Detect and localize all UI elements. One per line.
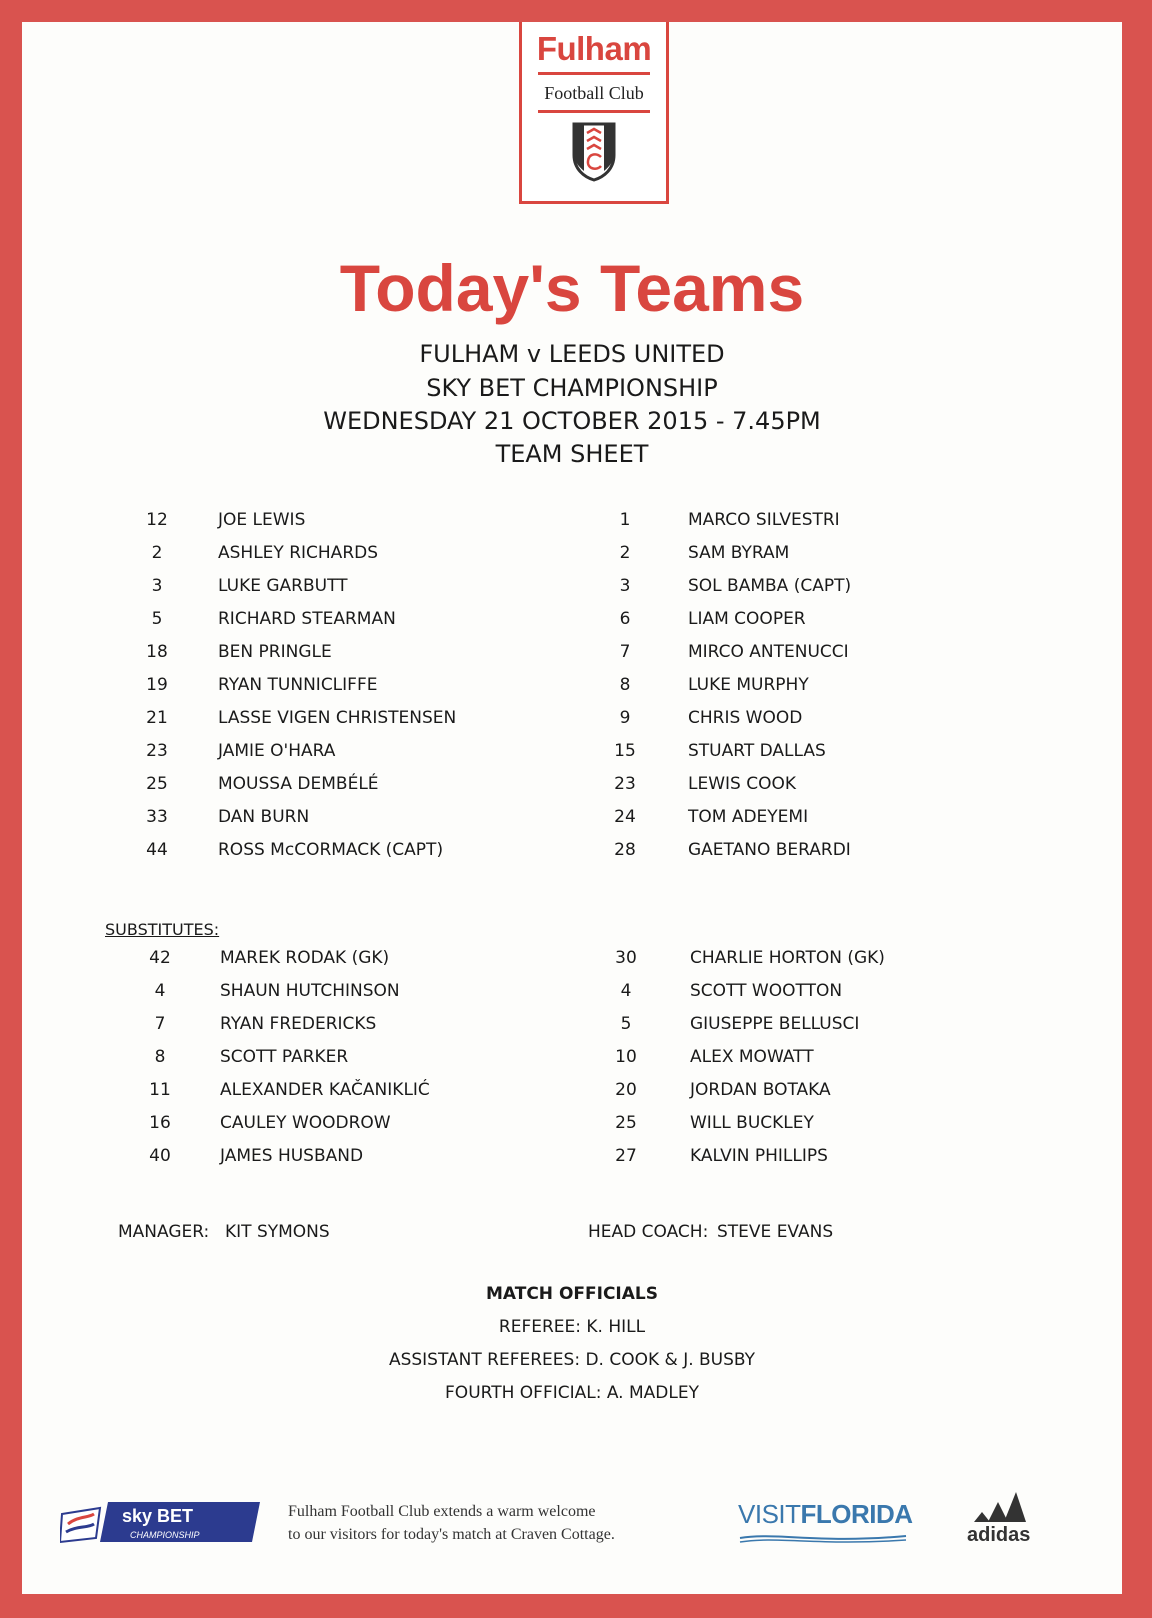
shirt-number: 44: [146, 840, 168, 860]
shirt-number: 16: [149, 1113, 171, 1133]
adidas-stripes-icon: [972, 1490, 1026, 1522]
shirt-number: 8: [619, 675, 631, 695]
shirt-number: 4: [620, 981, 632, 1001]
player-name: LUKE MURPHY: [688, 675, 809, 695]
player-name: JAMES HUSBAND: [220, 1146, 364, 1166]
shirt-number: 30: [615, 948, 637, 968]
player-name: LUKE GARBUTT: [218, 576, 348, 596]
shirt-number: 8: [154, 1047, 166, 1067]
adidas-wordmark: adidas: [967, 1524, 1031, 1546]
player-name: CAULEY WOODROW: [220, 1113, 391, 1133]
player-name: JORDAN BOTAKA: [690, 1080, 831, 1100]
shirt-number: 23: [614, 774, 636, 794]
team-sheet-line: TEAM SHEET: [495, 440, 649, 468]
away-coach-name: STEVE EVANS: [717, 1222, 834, 1242]
club-crest: [519, 22, 669, 204]
match-officials-title: MATCH OFFICIALS: [485, 1284, 658, 1304]
visit-florida-wave: [738, 1532, 908, 1546]
shirt-number: 25: [146, 774, 168, 794]
shirt-number: 18: [146, 642, 168, 662]
player-name: JAMIE O'HARA: [218, 741, 336, 761]
visit-florida-logo: [738, 1499, 913, 1530]
shirt-number: 20: [615, 1080, 637, 1100]
shirt-number: 11: [149, 1080, 171, 1100]
fourth-official-line: FOURTH OFFICIAL: A. MADLEY: [445, 1383, 699, 1403]
player-name: ALEXANDER KAČANIKLIĆ: [220, 1080, 430, 1100]
shirt-number: 7: [619, 642, 631, 662]
player-name: GAETANO BERARDI: [688, 840, 851, 860]
shirt-number: 5: [151, 609, 163, 629]
shirt-number: 28: [614, 840, 636, 860]
home-manager-name: KIT SYMONS: [225, 1222, 330, 1242]
crest-title: Fulham: [536, 30, 652, 67]
shirt-number: 12: [146, 510, 168, 530]
shirt-number: 21: [146, 708, 168, 728]
player-name: RICHARD STEARMAN: [218, 609, 396, 629]
shirt-number: 5: [620, 1014, 632, 1034]
shirt-number: 33: [146, 807, 168, 827]
crest-rule-lower: [538, 110, 650, 113]
substitutes-label: SUBSTITUTES:: [105, 920, 220, 939]
competition-line: SKY BET CHAMPIONSHIP: [426, 374, 718, 402]
shirt-number: 4: [154, 981, 166, 1001]
visit-florida-visit: VISIT: [738, 1499, 801, 1529]
player-name: TOM ADEYEMI: [688, 807, 809, 827]
shirt-number: 19: [146, 675, 168, 695]
player-name: MARCO SILVESTRI: [688, 510, 840, 530]
shield-icon: [571, 121, 617, 183]
player-name: MAREK RODAK (GK): [220, 948, 390, 968]
shirt-number: 1: [619, 510, 631, 530]
shirt-number: 2: [619, 543, 631, 563]
welcome-line-1: Fulham Football Club extends a warm welcome: [288, 1503, 596, 1520]
player-name: SCOTT WOOTTON: [690, 981, 843, 1001]
shirt-number: 23: [146, 741, 168, 761]
shirt-number: 25: [615, 1113, 637, 1133]
player-name: SOL BAMBA (CAPT): [688, 576, 852, 596]
player-name: DAN BURN: [218, 807, 310, 827]
welcome-message: [288, 1500, 615, 1546]
skybet-championship-logo: [60, 1502, 260, 1550]
player-name: MOUSSA DEMBÉLÉ: [218, 774, 379, 794]
team-sheet-page: [22, 22, 1122, 1594]
shirt-number: 15: [614, 741, 636, 761]
player-name: BEN PRINGLE: [218, 642, 332, 662]
home-manager-label: MANAGER:: [118, 1222, 210, 1242]
shirt-number: 3: [619, 576, 631, 596]
player-name: SHAUN HUTCHINSON: [220, 981, 400, 1001]
player-name: KALVIN PHILLIPS: [690, 1146, 828, 1166]
player-name: GIUSEPPE BELLUSCI: [690, 1014, 860, 1034]
shirt-number: 27: [615, 1146, 637, 1166]
player-name: WILL BUCKLEY: [690, 1113, 814, 1133]
player-name: SCOTT PARKER: [220, 1047, 349, 1067]
shirt-number: 2: [151, 543, 163, 563]
shirt-number: 40: [149, 1146, 171, 1166]
player-name: ROSS McCORMACK (CAPT): [218, 840, 444, 860]
visit-florida-florida: FLORIDA: [800, 1499, 913, 1529]
player-name: STUART DALLAS: [688, 741, 826, 761]
shirt-number: 3: [151, 576, 163, 596]
shirt-number: 7: [154, 1014, 166, 1034]
player-name: RYAN FREDERICKS: [220, 1014, 377, 1034]
shirt-number: 6: [619, 609, 631, 629]
crest-rule: [538, 72, 650, 75]
shirt-number: 24: [614, 807, 636, 827]
player-name: LASSE VIGEN CHRISTENSEN: [218, 708, 457, 728]
datetime-line: WEDNESDAY 21 OCTOBER 2015 - 7.45PM: [323, 407, 821, 435]
player-name: ALEX MOWATT: [690, 1047, 814, 1067]
crest-subtitle: Football Club: [544, 83, 644, 103]
shirt-number: 42: [149, 948, 171, 968]
player-name: JOE LEWIS: [218, 510, 306, 530]
player-name: SAM BYRAM: [688, 543, 790, 563]
away-coach-label: HEAD COACH:: [588, 1222, 709, 1242]
skybet-logo-text: sky BET: [122, 1506, 194, 1526]
player-name: CHRIS WOOD: [688, 708, 803, 728]
player-name: ASHLEY RICHARDS: [218, 543, 379, 563]
page-heading: Today's Teams: [339, 251, 805, 325]
player-name: RYAN TUNNICLIFFE: [218, 675, 378, 695]
player-name: MIRCO ANTENUCCI: [688, 642, 849, 662]
assistant-referees-line: ASSISTANT REFEREES: D. COOK & J. BUSBY: [388, 1350, 756, 1370]
welcome-line-2: to our visitors for today's match at Craven Cottage.: [288, 1526, 615, 1543]
player-name: LEWIS COOK: [688, 774, 797, 794]
player-name: LIAM COOPER: [688, 609, 806, 629]
player-name: CHARLIE HORTON (GK): [690, 948, 885, 968]
shirt-number: 9: [619, 708, 631, 728]
shirt-number: 10: [615, 1047, 637, 1067]
fixture-line: FULHAM v LEEDS UNITED: [419, 340, 725, 368]
adidas-logo: [967, 1490, 1030, 1547]
referee-line: REFEREE: K. HILL: [498, 1317, 646, 1337]
skybet-logo-subtext: CHAMPIONSHIP: [130, 1530, 200, 1540]
